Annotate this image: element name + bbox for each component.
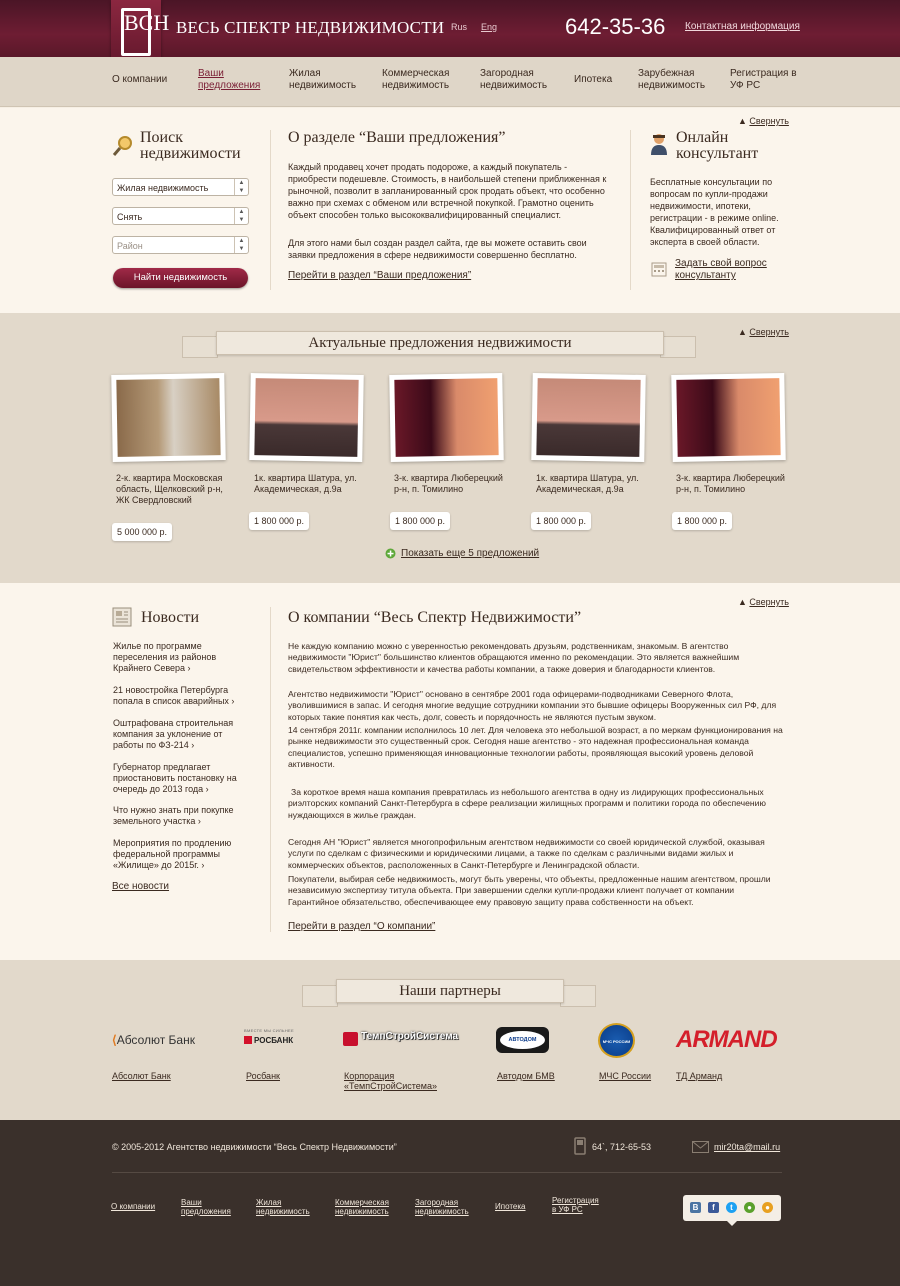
search-icon: [112, 135, 134, 157]
company-p1: Не каждую компанию можно с уверенностью рекомендовать друзьям, родственникам, знакомым. В агентство недвижимости "Юрист" большинство клиентов обращаются именно по рекомендации. Это является важнейшим свидетельством эффективности и качества работы компании, а также доверия и благодарности клиентов.: [288, 641, 740, 674]
offers-title: Актуальные предложения недвижимости: [216, 331, 664, 355]
mchs-logo[interactable]: МЧС РОССИИ: [598, 1023, 635, 1058]
nav-item-offers[interactable]: Ваши предложения: [198, 68, 261, 91]
collapse-about-label: Свернуть: [749, 597, 789, 607]
deal-type-value: Снять: [117, 212, 143, 222]
tempstroy-mark: [343, 1032, 358, 1046]
company-p6: Покупатели, выбирая себе недвижимость, могут быть уверены, что объекты, предложенные нашим агентством, прошли независимую экспертизу титула объекта. При завершении сделки купли-продажи клиент получает от компании Гарантийное обязательство, обеспечивающее ему правовую защиту права собственности на объект.: [288, 874, 771, 907]
lang-ru-link[interactable]: Rus: [451, 22, 468, 32]
divider: [270, 130, 271, 290]
social-pointer: [727, 1221, 737, 1226]
nav-item-company[interactable]: О компании: [112, 74, 168, 85]
region-select[interactable]: [112, 236, 249, 254]
collapse-offers-label: Свернуть: [749, 327, 789, 337]
collapse-top[interactable]: ▲ Свернуть: [738, 116, 789, 126]
search-title: Поиск недвижимости: [140, 129, 241, 162]
offer-price: 5 000 000 р.: [112, 523, 172, 541]
partner-link[interactable]: ТД Арманд: [676, 1071, 723, 1081]
site-title: ВЕСЬ СПЕКТР НЕДВИЖИМОСТИ: [176, 18, 445, 37]
offer-photo[interactable]: [111, 373, 226, 462]
offer-price: 1 800 000 р.: [531, 512, 591, 530]
nav-item-commercial[interactable]: Коммерческая недвижимость: [382, 68, 450, 91]
armand-logo[interactable]: ARMAND: [676, 1026, 777, 1053]
news-item[interactable]: Оштрафована строительная компания за уклонение от работы по ФЗ-214 ›: [113, 718, 234, 750]
footer-email[interactable]: mir20ta@mail.ru: [714, 1142, 781, 1152]
vkontakte-icon[interactable]: В: [690, 1202, 701, 1213]
select-arrows-icon: ▲ ▼: [234, 237, 248, 253]
logo-mark: ВСН: [121, 8, 151, 56]
lang-en-link[interactable]: Eng: [481, 22, 498, 32]
consultant-text: Бесплатные консультации по вопросам по купли-продажи недвижимости, ипотеки, регистрации - в режиме online. Квалифицированный ответ от эксперта в своей области.: [650, 177, 779, 247]
rosbank-tagline: ВМЕСТЕ МЫ СИЛЬНЕЕ: [244, 1028, 294, 1033]
facebook-icon[interactable]: f: [708, 1202, 719, 1213]
offers-section-p1: Каждый продавец хочет продать подороже, а каждый покупатель - приобрести подешевле. Стоимость, в наибольшей степени приближенная к рыночной, позволит в запланированный срок продать объект, что особенно важно при схемах с обменом или встречной покупкой. Грамотно оценить объект способен только высококвалифицированный специалист.: [288, 162, 607, 220]
odnoklassniki-icon[interactable]: ●: [744, 1202, 755, 1213]
news-item[interactable]: 21 новостройка Петербурга попала в список аварийных ›: [113, 685, 235, 706]
nav-item-mortgage[interactable]: Ипотека: [574, 74, 613, 85]
news-item[interactable]: Губернатор предлагает приостановить постановку на очередь до 2013 года ›: [113, 762, 237, 794]
rosbank-logo[interactable]: [244, 1028, 306, 1045]
tempstroy-logo[interactable]: [343, 1031, 458, 1049]
footer-phone: 64`, 712-65-53: [592, 1142, 652, 1152]
offer-description: 1к. квартира Шатура, ул. Академическая, д.9а: [536, 473, 639, 494]
nav-item-country[interactable]: Загородная недвижимость: [480, 68, 548, 91]
footer-nav-commercial[interactable]: Коммерческая недвижимость: [335, 1198, 389, 1216]
livejournal-icon[interactable]: ●: [762, 1202, 773, 1213]
property-type-value: Жилая недвижимость: [117, 183, 209, 193]
partner-link[interactable]: Абсолют Банк: [112, 1071, 171, 1081]
tempstroy-logo-text: ТемпСтройСистема: [361, 1031, 459, 1042]
divider: [630, 130, 631, 290]
offer-photo[interactable]: [671, 373, 786, 462]
partner-link[interactable]: Корпорация «ТемпСтройСистема»: [344, 1071, 437, 1091]
collapse-about[interactable]: ▲ Свернуть: [738, 597, 789, 607]
company-p3: 14 сентября 2011г. компании исполнилось 10 лет. Для человека это небольшой возраст, а по меркам функционирования на рынке недвижимости это существенный срок. Сегодня наше агентство - это надежная профессиональная команда специалистов, успешно применяющая инновационные технологии работы, проявляющая высокий уровень деловой активности.: [288, 725, 783, 769]
ribbon-tail-left: [182, 336, 218, 358]
footer-nav-residential[interactable]: Жилая недвижимость: [256, 1198, 310, 1216]
absolut-bank-logo-mark: ⟨: [112, 1033, 117, 1047]
divider: [270, 607, 271, 932]
offers-section-link[interactable]: Перейти в раздел “Ваши предложения”: [288, 270, 472, 281]
news-item[interactable]: Что нужно знать при покупке земельного участка ›: [113, 805, 234, 826]
partners-title: Наши партнеры: [336, 979, 564, 1003]
consultant-title: Онлайн консультант: [676, 129, 759, 162]
rosbank-logo-text: РОСБАНК: [254, 1036, 294, 1045]
company-section-link[interactable]: Перейти в раздел “О компании”: [288, 921, 436, 932]
offer-description: 2-к. квартира Московская область, Щелковский р-н, ЖК Свердловский: [116, 473, 223, 505]
partner-link[interactable]: МЧС России: [599, 1071, 652, 1081]
offer-photo[interactable]: [531, 373, 646, 462]
avtodom-logo-text: АВТОДОМ: [500, 1031, 545, 1049]
company-p2: Агентство недвижимости "Юрист" основано в сентябре 2001 года офицерами-подводниками Северного Флота, уволившимися в запас. И сегодня многие ведущие сотрудники компании это бывшие офицеры Вооруженных сил РФ, для которых такие понятия как честь, долг, совесть и порядочность не являются пустым звуком.: [288, 689, 777, 722]
footer-nav-mortgage[interactable]: Ипотека: [495, 1202, 526, 1211]
offers-section-p2: Для этого нами был создан раздел сайта, где вы можете оставить свои заявки предложения в сфере недвижимости совершенно бесплатно.: [288, 238, 587, 260]
show-more-offers-link[interactable]: Показать еще 5 предложений: [401, 548, 540, 559]
plus-icon: [385, 548, 396, 559]
all-news-link[interactable]: Все новости: [112, 881, 170, 892]
deal-type-select[interactable]: [112, 207, 249, 225]
offer-price: 1 800 000 р.: [390, 512, 450, 530]
footer-nav-country[interactable]: Загородная недвижимость: [415, 1198, 469, 1216]
absolut-bank-logo-text: Абсолют Банк: [116, 1033, 195, 1047]
news-item[interactable]: Мероприятия по продлению федеральной программы «Жилище» до 2015г. ›: [113, 838, 232, 870]
mail-icon: [692, 1141, 709, 1153]
find-property-button[interactable]: Найти недвижимость: [113, 268, 248, 288]
nav-item-residential[interactable]: Жилая недвижимость: [289, 68, 357, 91]
offer-price: 1 800 000 р.: [672, 512, 732, 530]
ribbon-tail-right: [660, 336, 696, 358]
offer-price: 1 800 000 р.: [249, 512, 309, 530]
main-nav: [0, 57, 900, 107]
newspaper-icon: [112, 607, 132, 627]
consultant-icon: [650, 133, 668, 155]
partner-link[interactable]: Росбанк: [246, 1071, 280, 1081]
copyright: © 2005-2012 Агентство недвижимости “Весь Спектр Недвижимости”: [112, 1142, 397, 1152]
absolut-bank-logo[interactable]: [112, 1033, 195, 1047]
company-title: О компании “Весь Спектр Недвижимости”: [288, 609, 582, 626]
footer-nav-company[interactable]: О компании: [111, 1202, 156, 1211]
rosbank-mark: [244, 1036, 252, 1044]
collapse-top-label: Свернуть: [749, 116, 789, 126]
ribbon-tail-left: [302, 985, 338, 1007]
partner-link[interactable]: Автодом БМВ: [497, 1071, 555, 1081]
twitter-icon[interactable]: t: [726, 1202, 737, 1213]
news-title: Новости: [141, 609, 200, 626]
nav-item-registration[interactable]: Регистрация в УФ РС: [730, 68, 797, 91]
footer-divider: [112, 1172, 782, 1173]
offer-description: 1к. квартира Шатура, ул. Академическая, д.9а: [254, 473, 357, 494]
ribbon-tail-right: [560, 985, 596, 1007]
avtodom-logo[interactable]: [496, 1027, 549, 1053]
select-arrows-icon: ▲ ▼: [234, 179, 248, 195]
footer-nav-offers[interactable]: Ваши предложения: [181, 1198, 231, 1216]
company-p4: За короткое время наша компания превратилась из небольшого агентства в одну из лидирующих профессиональных риэлторских компаний Санкт-Петербурга в сфере реализации жилищных программ и политики города по обеспечению нуждающихся в жилье граждан.: [288, 787, 766, 820]
ask-consultant-link[interactable]: Задать свой вопрос консультанту: [675, 258, 767, 281]
property-type-select[interactable]: [112, 178, 249, 196]
social-links: [683, 1195, 781, 1221]
offer-photo[interactable]: [249, 373, 364, 462]
contacts-link[interactable]: Контактная информация: [685, 21, 800, 32]
phone-icon: [574, 1137, 586, 1155]
calculator-icon: [651, 262, 667, 277]
offer-description: 3-к. квартира Люберецкий р-н, п. Томилино: [394, 473, 503, 494]
collapse-offers[interactable]: ▲ Свернуть: [738, 327, 789, 337]
news-item[interactable]: Жилье по программе переселения из районов Крайнего Севера ›: [113, 641, 217, 673]
nav-item-foreign[interactable]: Зарубежная недвижимость: [638, 68, 706, 91]
footer-nav-registration[interactable]: Регистрация в УФ РС: [552, 1196, 599, 1214]
header-phone: 642-35-36: [565, 14, 666, 39]
select-arrows-icon: ▲ ▼: [234, 208, 248, 224]
company-p5: Сегодня АН "Юрист" является многопрофильным агентством недвижимости со своей юридической службой, оказывая услуги по сделкам с физическими и юридическими лицами, а также по сделкам с различными видами жилых и коммерческих объектов, расположенных в Санкт-Петербурге и Ленинградской области.: [288, 837, 765, 870]
region-placeholder: Район: [117, 241, 143, 251]
offer-photo[interactable]: [389, 373, 504, 462]
offers-section-title: О разделе “Ваши предложения”: [288, 129, 506, 146]
offer-description: 3-к. квартира Люберецкий р-н, п. Томилино: [676, 473, 785, 494]
